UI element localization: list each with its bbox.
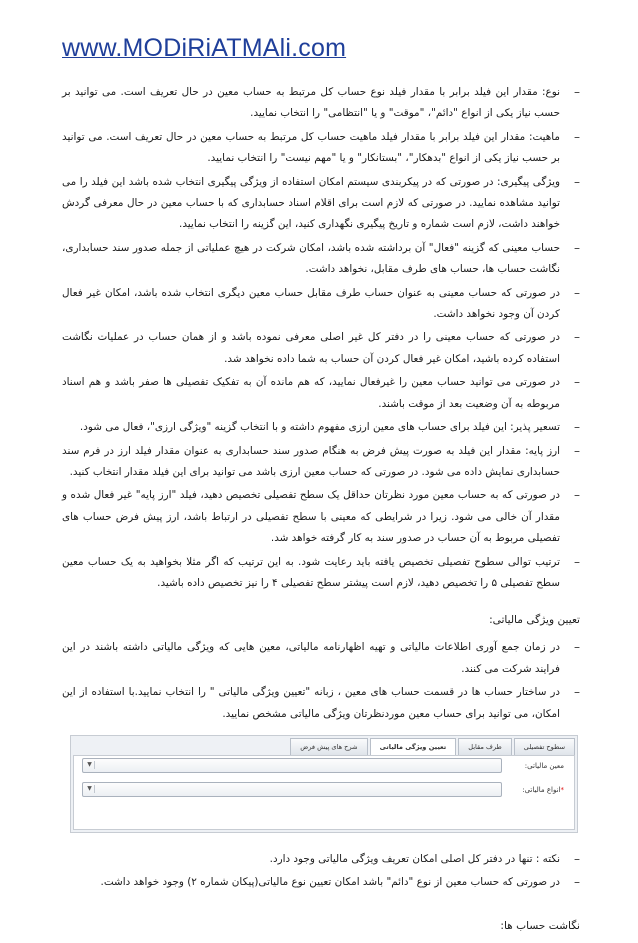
list-item: – در صورتی که به حساب معین مورد نظرتان حداقل یک سطح تفصیلی تخصیص دهید، فیلد "ارز پایه" غیر فعال شده و مقدار آن خالی می شود. زیرا در شرایطی که معینی با سطح تفصیلی در ارتباط باشد، ارز پیش فرض حساب های تفصیلی مربوط به آن حساب در صدور سند به کار گرفته خواهد شد. (62, 485, 580, 549)
bullet-dash: – (574, 640, 580, 655)
top-list (62, 82, 580, 594)
list-item: – ارز پایه: مقدار این فیلد به صورت پیش فرض به هنگام صدور سند حسابداری به عنوان مقدار فیلد ارز در فرم سند حسابداری نمایش داده می شود. در صورتی که حساب معین ارزی باشد می توانید برای این فیلد مقدار انتخاب کنید. (62, 441, 580, 484)
tax-account-label: معین مالیاتی: (524, 761, 564, 770)
document-body (62, 82, 580, 943)
required-mark: * (560, 785, 564, 794)
bullet-dash: – (574, 875, 580, 890)
tax-section-heading: تعیین ویژگی مالیاتی: (489, 614, 580, 627)
list-item: – حساب معینی که گزینه "فعال" آن برداشته شده باشد، امکان شرکت در هیچ عملیاتی از جمله صدور سند حسابداری، نگاشت حساب ها، حساب های طرف مقابل، نخواهد داشت. (62, 238, 580, 281)
bullet-dash: – (574, 129, 580, 144)
site-link[interactable]: www.MODiRiATMAli.com (62, 34, 347, 62)
tab-default-descriptions[interactable]: شرح های پیش فرض (290, 738, 367, 755)
tax-list (62, 637, 580, 725)
bullet-dash: – (574, 554, 580, 569)
bullet-dash: – (574, 685, 580, 700)
tax-account-select[interactable] (82, 758, 502, 773)
bullet-dash: – (574, 375, 580, 390)
list-item: – در صورتی که حساب معینی را در دفتر کل غیر اصلی معرفی نموده باشد و از همان حساب در عملیات نگاشت استفاده کرده باشید، امکان غیر فعال کردن آن حساب به شما داده نخواهد شد. (62, 327, 580, 370)
bullet-dash: – (574, 443, 580, 458)
bullet-dash: – (574, 174, 580, 189)
list-item: – ترتیب توالی سطوح تفصیلی تخصیص یافته باید رعایت شود. به این ترتیب که اگر مثلا بخواهید به یک حساب معین سطح تفصیلی ۵ را تخصیص دهید، لازم است پیشتر سطح تفصیلی ۴ را نیز تخصیص داده باشید. (62, 552, 580, 595)
bullet-dash: – (574, 488, 580, 503)
list-item: – نکته : تنها در دفتر کل اصلی امکان تعریف ویژگی مالیاتی وجود دارد. (62, 849, 580, 870)
chevron-down-icon: ▼ (85, 785, 95, 793)
bullet-dash: – (574, 420, 580, 435)
list-item: – نوع: مقدار این فیلد برابر با مقدار فیلد نوع حساب کل مرتبط به حساب معین در حال تعریف است. می توانید بر حسب نیاز یکی از انواع "دائم"، "موقت" و یا "انتظامی" را انتخاب نمایید. (62, 82, 580, 125)
list-item: – در صورتی که حساب معین از نوع "دائم" باشد امکان تعیین نوع مالیاتی(پیکان شماره ۲) وجود خواهد داشت. (62, 872, 580, 893)
form-tabs (290, 738, 575, 755)
bullet-dash: – (574, 85, 580, 99)
tax-type-label: *انواع مالیاتی: (522, 785, 564, 794)
list-item: – در زمان جمع آوری اطلاعات مالیاتی و تهیه اظهارنامه مالیاتی، معین هایی که ویژگی مالیاتی داشته باشند در این فرایند شرکت می کنند. (62, 637, 580, 680)
bullet-dash: – (574, 240, 580, 255)
tax-type-select[interactable] (82, 782, 502, 797)
list-item: – در صورتی که حساب معینی به عنوان حساب طرف مقابل حساب معین دیگری انتخاب شده باشد، امکان غیر فعال کردن آن وجود نخواهد داشت. (62, 283, 580, 326)
bullet-dash: – (574, 285, 580, 300)
list-item: – در ساختار حساب ها در قسمت حساب های معین ، زبانه "تعیین ویژگی مالیاتی " را انتخاب نمایید.با استفاده از این امکان، می توانید برای حساب معین موردنظرتان ویژگی مالیاتی مشخص نمایید. (62, 682, 580, 725)
mapping-section-heading: نگاشت حساب ها: (500, 919, 580, 932)
chevron-down-icon: ▼ (85, 761, 95, 769)
tab-detail-levels[interactable]: سطوح تفصیلی (514, 738, 575, 755)
tax-form-screenshot (70, 735, 578, 833)
list-item: – ماهیت: مقدار این فیلد برابر با مقدار فیلد ماهیت حساب کل مرتبط به حساب معین در حال تعریف است. می توانید بر حسب نیاز یکی از انواع "بدهکار"، "بستانکار" و یا "مهم نیست" را انتخاب نمایید. (62, 127, 580, 170)
tab-tax-properties[interactable]: تعیین ویژگی مالیاتی (370, 738, 457, 755)
notes-list (62, 849, 580, 894)
list-item: – تسعیر پذیر: این فیلد برای حساب های معین ارزی مفهوم داشته و با انتخاب گزینه "ویژگی ارزی"، فعال می شود. (62, 417, 580, 438)
bullet-dash: – (574, 851, 580, 866)
form-panel (73, 755, 575, 830)
bullet-dash: – (574, 330, 580, 345)
list-item: – ویژگی پیگیری: در صورتی که در پیکربندی سیستم امکان استفاده از ویژگی پیگیری انتخاب شده باشد این فیلد را می توانید مشاهده نمایید. در صورتی که لازم است برای اقلام اسناد حسابداری که با حساب معین در حال معرفی گردش خواهند داشت، لازم است شماره و تاریخ پیگیری نگهداری کنید، این گزینه را انتخاب نمایید. (62, 172, 580, 236)
tab-counterparty[interactable]: طرف مقابل (458, 738, 512, 755)
list-item: – در صورتی می توانید حساب معین را غیرفعال نمایید، که هم مانده آن به تفکیک تفصیلی ها صفر باشد و هم اسناد مربوطه به آن وضعیت بعد از موقت باشند. (62, 372, 580, 415)
